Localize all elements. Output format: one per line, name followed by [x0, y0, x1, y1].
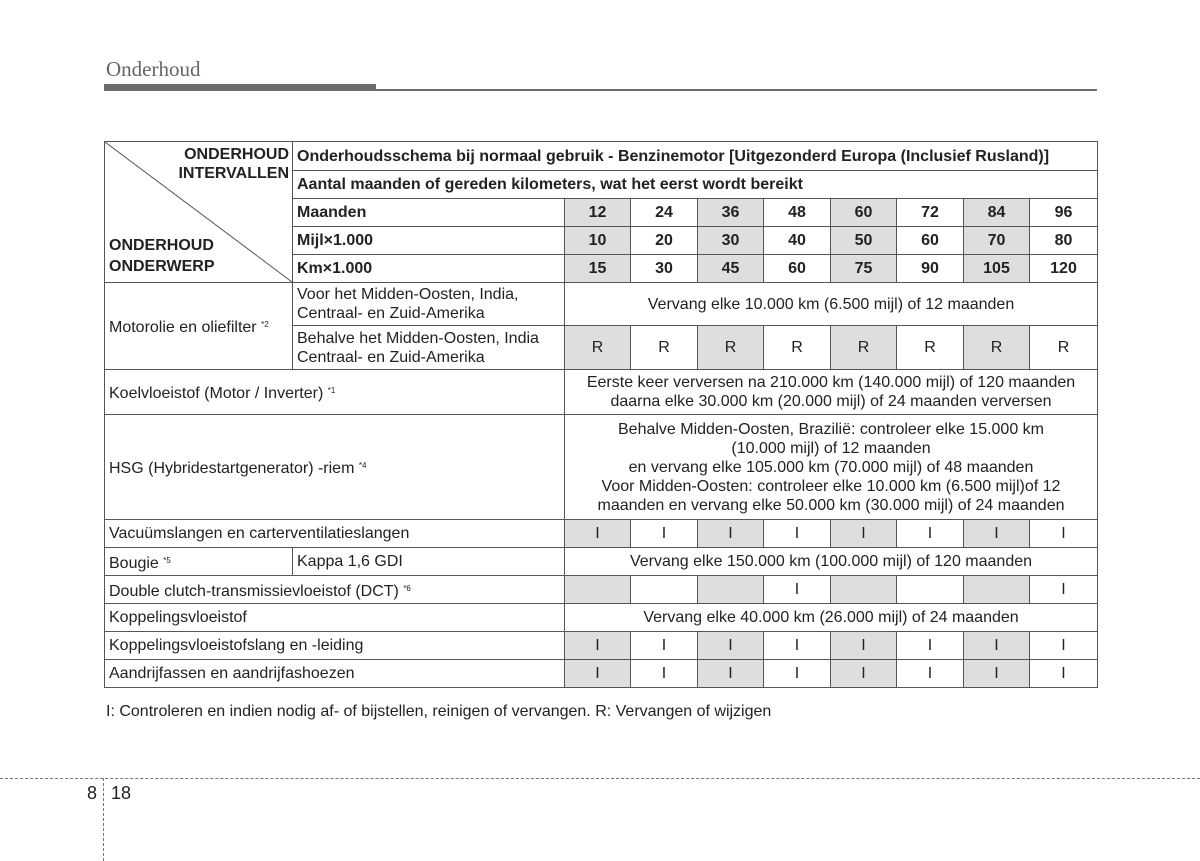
- item-label-dct: [105, 576, 565, 604]
- row-aandrijf: [105, 660, 1098, 688]
- page-header-title: Onderhoud: [106, 57, 201, 81]
- schedule-cell: I: [764, 576, 831, 604]
- schedule-cell: R: [964, 326, 1030, 370]
- text-line: daarna elke 30.000 km (20.000 mijl) of 24 maanden verversen: [610, 393, 1052, 410]
- schedule-cell: I: [764, 660, 831, 688]
- schedule-cell: I: [897, 660, 964, 688]
- corner-bottom-line-1: ONDERHOUD: [109, 237, 214, 254]
- row-dct: [105, 576, 1098, 604]
- row-vacuum: [105, 520, 1098, 548]
- interval-value: 24: [631, 199, 698, 227]
- interval-label: Mijl×1.000: [293, 227, 565, 255]
- schedule-cell: [631, 576, 698, 604]
- schedule-cell: I: [1030, 576, 1098, 604]
- text-line: Behalve Midden-Oosten, Brazilië: controleer elke 15.000 km: [618, 420, 1044, 438]
- item-label-text: Double clutch-transmissievloeistof (DCT): [109, 582, 399, 600]
- row-motorolie-1: [105, 283, 1098, 326]
- schedule-cell: I: [964, 632, 1030, 660]
- interval-value: 36: [698, 199, 764, 227]
- schedule-cell: I: [631, 632, 698, 660]
- interval-value: 60: [764, 255, 831, 283]
- schedule-cell: I: [831, 632, 897, 660]
- interval-value: 48: [764, 199, 831, 227]
- page-number: 18: [111, 783, 132, 803]
- text-line: en vervang elke 105.000 km (70.000 mijl) of 48 maanden: [628, 458, 1034, 476]
- schedule-cell: I: [897, 520, 964, 548]
- corner-top-line-2: INTERVALLEN: [178, 165, 289, 182]
- sub-label-line: Behalve het Midden-Oosten, India: [297, 329, 539, 347]
- interval-value: 80: [1030, 227, 1098, 255]
- interval-value: 60: [831, 199, 897, 227]
- interval-value: 15: [565, 255, 631, 283]
- header-rule: [104, 89, 1097, 91]
- interval-text: Vervang elke 10.000 km (6.500 mijl) of 12 maanden: [565, 283, 1098, 326]
- item-label-text: Koelvloeistof (Motor / Inverter): [109, 385, 324, 402]
- schedule-cell: [897, 576, 964, 604]
- corner-bottom-line-2: ONDERWERP: [109, 258, 215, 275]
- row-koelvloeistof: [105, 370, 1098, 415]
- schedule-cell: R: [1030, 326, 1098, 370]
- interval-text: Vervang elke 150.000 km (100.000 mijl) of 120 maanden: [565, 548, 1098, 576]
- interval-value: 30: [631, 255, 698, 283]
- header-corner-cell: [105, 142, 293, 283]
- schedule-cell: I: [631, 520, 698, 548]
- interval-value: 60: [897, 227, 964, 255]
- schedule-cell: I: [964, 660, 1030, 688]
- schedule-cell: I: [698, 660, 764, 688]
- schedule-cell: [565, 576, 631, 604]
- schedule-cell: I: [565, 632, 631, 660]
- row-koppelingslang: [105, 632, 1098, 660]
- schedule-cell: I: [764, 632, 831, 660]
- interval-text: Vervang elke 40.000 km (26.000 mijl) of 24 maanden: [565, 604, 1098, 632]
- item-label-hsg: [105, 415, 565, 520]
- schedule-cell: I: [764, 520, 831, 548]
- sub-label-region: [293, 326, 565, 370]
- interval-value: 30: [698, 227, 764, 255]
- row-koppeling: [105, 604, 1098, 632]
- interval-label: Maanden: [293, 199, 565, 227]
- schedule-cell: R: [565, 326, 631, 370]
- schedule-cell: I: [964, 520, 1030, 548]
- schedule-cell: R: [897, 326, 964, 370]
- interval-value: 96: [1030, 199, 1098, 227]
- item-label-text: Bougie: [109, 554, 159, 572]
- footnote-marker: *4: [358, 461, 367, 470]
- schedule-cell: I: [698, 632, 764, 660]
- footnote-marker: *6: [403, 583, 411, 593]
- schedule-cell: I: [565, 520, 631, 548]
- interval-value: 45: [698, 255, 764, 283]
- interval-value: 12: [565, 199, 631, 227]
- interval-value: 40: [764, 227, 831, 255]
- item-label-text: Motorolie en oliefilter: [109, 319, 257, 336]
- schedule-cell: R: [631, 326, 698, 370]
- schedule-cell: I: [831, 660, 897, 688]
- schedule-cell: I: [1030, 632, 1098, 660]
- item-label-koppelingslang: Koppelingsvloeistofslang en -leiding: [105, 632, 565, 660]
- item-label-koppeling: Koppelingsvloeistof: [105, 604, 565, 632]
- text-line: Eerste keer verversen na 210.000 km (140.000 mijl) of 120 maanden: [586, 374, 1076, 391]
- interval-value: 120: [1030, 255, 1098, 283]
- schedule-subtitle: Aantal maanden of gereden kilometers, wat het eerst wordt bereikt: [293, 171, 1098, 199]
- interval-text: [565, 370, 1098, 415]
- schedule-cell: I: [698, 520, 764, 548]
- row-bougie: [105, 548, 1098, 576]
- schedule-cell: I: [897, 632, 964, 660]
- footer-dashed-divider: [103, 778, 104, 861]
- item-label-text: HSG (Hybridestartgenerator) -riem: [109, 460, 355, 477]
- text-line: (10.000 mijl) of 12 maanden: [731, 439, 931, 457]
- schedule-cell: I: [831, 520, 897, 548]
- corner-top-line-1: ONDERHOUD: [184, 146, 289, 163]
- interval-value: 72: [897, 199, 964, 227]
- table-legend: I: Controleren en indien nodig af- of bijstellen, reinigen of vervangen. R: Vervangen of wijzigen: [106, 703, 772, 720]
- corner-intervals-label: [178, 145, 289, 183]
- text-line: Voor Midden-Oosten: controleer elke 10.000 km (6.500 mijl)of 12: [601, 477, 1061, 495]
- schedule-cell: I: [1030, 660, 1098, 688]
- schedule-cell: R: [764, 326, 831, 370]
- schedule-cell: [831, 576, 897, 604]
- interval-value: 75: [831, 255, 897, 283]
- footnote-marker: *2: [261, 320, 269, 329]
- corner-subject-label: [109, 235, 215, 277]
- schedule-cell: [698, 576, 764, 604]
- schedule-cell: [964, 576, 1030, 604]
- footnote-marker: *1: [327, 386, 336, 395]
- schedule-cell: R: [698, 326, 764, 370]
- item-label-motorolie: [105, 283, 293, 370]
- interval-value: 10: [565, 227, 631, 255]
- sub-label-engine: Kappa 1,6 GDI: [293, 548, 565, 576]
- sub-label-region: [293, 283, 565, 326]
- footnote-marker: *5: [163, 555, 171, 565]
- interval-value: 50: [831, 227, 897, 255]
- sub-label-line: Voor het Midden-Oosten, India,: [297, 286, 519, 303]
- interval-text: [565, 415, 1098, 520]
- interval-label: Km×1.000: [293, 255, 565, 283]
- sub-label-line: Centraal- en Zuid-Amerika: [297, 305, 485, 322]
- schedule-cell: I: [565, 660, 631, 688]
- footer-dashed-rule: [0, 778, 1200, 779]
- interval-value: 90: [897, 255, 964, 283]
- item-label-bougie: [105, 548, 293, 576]
- schedule-cell: I: [1030, 520, 1098, 548]
- maintenance-schedule-table: [104, 141, 1098, 688]
- item-label-koelvloeistof: [105, 370, 565, 415]
- item-label-vacuum: Vacuümslangen en carterventilatieslangen: [105, 520, 565, 548]
- text-line: maanden en vervang elke 50.000 km (30.000 mijl) of 24 maanden: [597, 496, 1065, 514]
- interval-value: 70: [964, 227, 1030, 255]
- sub-label-line: Centraal- en Zuid-Amerika: [297, 348, 485, 366]
- interval-value: 20: [631, 227, 698, 255]
- interval-value: 84: [964, 199, 1030, 227]
- schedule-cell: I: [631, 660, 698, 688]
- item-label-aandrijf: Aandrijfassen en aandrijfashoezen: [105, 660, 565, 688]
- interval-value: 105: [964, 255, 1030, 283]
- row-hsg: [105, 415, 1098, 520]
- schedule-title: Onderhoudsschema bij normaal gebruik - Benzinemotor [Uitgezonderd Europa (Inclusief Rusland)]: [293, 142, 1098, 171]
- schedule-cell: R: [831, 326, 897, 370]
- chapter-number: 8: [87, 783, 98, 803]
